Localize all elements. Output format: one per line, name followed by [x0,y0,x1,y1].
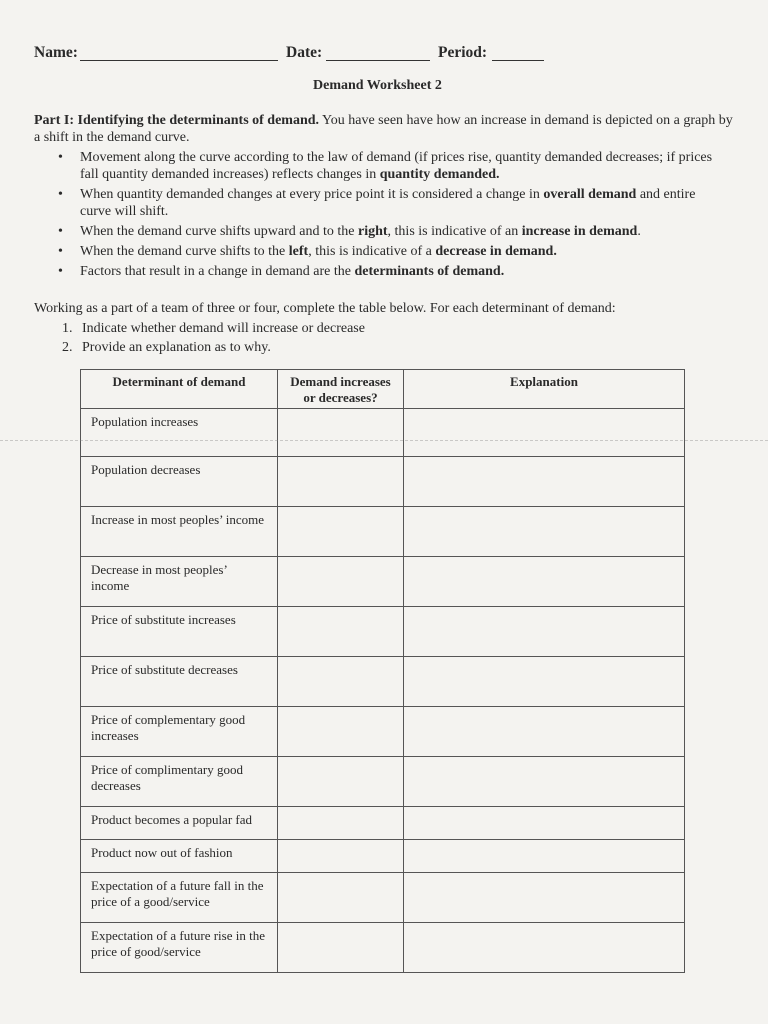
instruction-step: 1. Indicate whether demand will increase or decrease [62,321,365,336]
table-row [81,607,685,657]
table-row [81,923,685,973]
determinants-bullet-list [58,149,728,283]
increase-decrease-answer-cell[interactable] [278,807,404,840]
table-row [81,409,685,457]
explanation-answer-cell[interactable] [404,807,685,840]
explanation-answer-cell[interactable] [404,607,685,657]
determinant-cell: Decrease in most peoples’ income [81,557,278,607]
table-row [81,840,685,873]
table-row [81,873,685,923]
table-row [81,707,685,757]
table-row [81,807,685,840]
determinant-cell: Product becomes a popular fad [81,807,278,840]
determinant-cell: Price of complimentary good decreases [81,757,278,807]
team-instructions: Working as a part of a team of three or four, complete the table below. For each determinant of demand: [34,301,616,316]
table-row [81,507,685,557]
part1-intro-text: You have seen have how an increase in demand is depicted on a graph by a shift in the demand curve. [34,113,733,145]
header-fields [34,44,594,66]
increase-decrease-answer-cell[interactable] [278,409,404,457]
name-blank-field[interactable] [80,60,278,61]
scan-artifact-line [0,440,768,441]
increase-decrease-answer-cell[interactable] [278,840,404,873]
bullet-item: • Movement along the curve according to the law of demand (if prices rise, quantity demanded decreases; if prices fall quantity demanded increases) reflects changes in quantity demanded. [58,149,728,183]
increase-decrease-answer-cell[interactable] [278,873,404,923]
header-explanation: Explanation [404,370,685,409]
explanation-answer-cell[interactable] [404,757,685,807]
date-label: Date: [286,44,323,61]
increase-decrease-answer-cell[interactable] [278,707,404,757]
explanation-answer-cell[interactable] [404,707,685,757]
worksheet-title: Demand Worksheet 2 [313,78,442,93]
increase-decrease-answer-cell[interactable] [278,757,404,807]
explanation-answer-cell[interactable] [404,507,685,557]
period-blank-field[interactable] [492,60,544,61]
table-row [81,557,685,607]
explanation-answer-cell[interactable] [404,923,685,973]
determinant-cell: Price of complementary good increases [81,707,278,757]
part1-intro [34,112,734,146]
date-blank-field[interactable] [326,60,430,61]
determinants-table [80,369,685,973]
determinant-cell: Population increases [81,409,278,457]
determinant-cell: Expectation of a future rise in the price of good/service [81,923,278,973]
bullet-item: • When quantity demanded changes at every price point it is considered a change in overall demand and entire curve will shift. [58,186,728,220]
increase-decrease-answer-cell[interactable] [278,557,404,607]
explanation-answer-cell[interactable] [404,457,685,507]
determinant-cell: Expectation of a future fall in the price of a good/service [81,873,278,923]
explanation-answer-cell[interactable] [404,840,685,873]
part1-heading: Part I: Identifying the determinants of demand. [34,113,320,128]
increase-decrease-answer-cell[interactable] [278,657,404,707]
period-label: Period: [438,44,488,61]
explanation-answer-cell[interactable] [404,657,685,707]
header-determinant: Determinant of demand [81,370,278,409]
instruction-steps [62,319,365,357]
explanation-answer-cell[interactable] [404,557,685,607]
determinant-cell: Price of substitute increases [81,607,278,657]
determinant-cell: Price of substitute decreases [81,657,278,707]
table-row [81,457,685,507]
table-header-row [81,370,685,409]
increase-decrease-answer-cell[interactable] [278,607,404,657]
bullet-item: • When the demand curve shifts to the left, this is indicative of a decrease in demand. [58,243,728,260]
table-row [81,757,685,807]
name-label: Name: [34,44,78,61]
increase-decrease-answer-cell[interactable] [278,923,404,973]
bullet-item: • Factors that result in a change in demand are the determinants of demand. [58,263,728,280]
explanation-answer-cell[interactable] [404,873,685,923]
increase-decrease-answer-cell[interactable] [278,507,404,557]
determinant-cell: Population decreases [81,457,278,507]
determinant-cell: Increase in most peoples’ income [81,507,278,557]
explanation-answer-cell[interactable] [404,409,685,457]
increase-decrease-answer-cell[interactable] [278,457,404,507]
header-increase-decrease: Demand increases or decreases? [278,370,404,409]
instruction-step: 2. Provide an explanation as to why. [62,340,271,355]
bullet-item: • When the demand curve shifts upward and to the right, this is indicative of an increase in demand. [58,223,728,240]
table-row [81,657,685,707]
determinant-cell: Product now out of fashion [81,840,278,873]
